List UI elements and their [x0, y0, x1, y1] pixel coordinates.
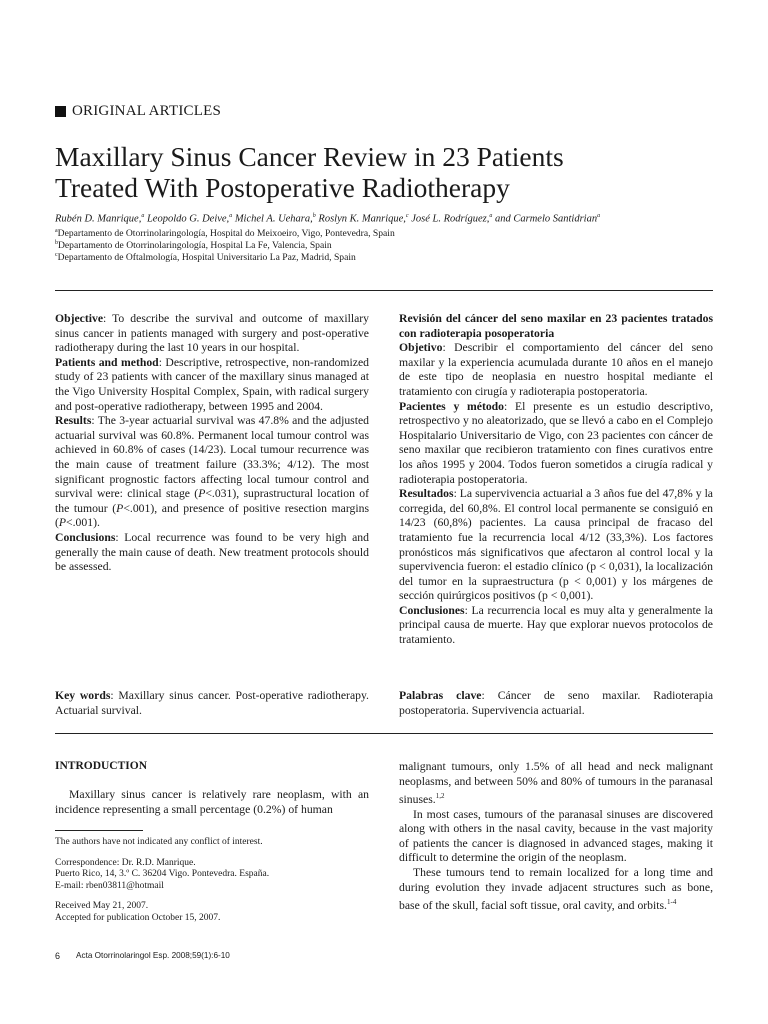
page-number: 6	[55, 951, 61, 961]
affil-mark: b	[55, 240, 58, 246]
article-title	[55, 141, 735, 203]
title-line-1: Maxillary Sinus Cancer Review in 23 Patients	[55, 141, 564, 172]
email: E-mail: rben03811@hotmail	[55, 880, 164, 891]
journal-citation: Acta Otorrinolaringol Esp. 2008;59(1):6-10	[76, 951, 230, 960]
affil-mark: a	[229, 213, 233, 219]
affil-mark: c	[55, 252, 58, 258]
text: : Descriptive, retrospective, non-randomized study of 23 patients with cancer of the maxillary sinus managed at the Vigo University Hospital Complex, Spain, with radical surgery and post-operative radiotherapy, between 1995 and 2004.	[55, 355, 369, 413]
intro-paragraph-3	[399, 866, 713, 914]
text: : Local recurrence was found to be very high and generally the main cause of death. New treatment protocols should be assessed.	[55, 530, 369, 574]
abstract-patients	[55, 356, 369, 414]
label: Palabras clave	[399, 689, 482, 702]
abstract-conclusions	[55, 531, 369, 575]
citation: 1,2	[435, 792, 445, 801]
text: : La supervivencia actuarial a 3 años fue del 47,8% y la corregida, del 60,8%. El control local permanente se consiguió en 14/23 (60,8%) pacientes. La causa principal de fracaso del tratamiento fue la recurrencia local 4/12 (33,3%). Los factores pronósticos más significativos que afectaron al control local y la supervivencia fueron: el estadio clínico (p < 0,031), la localización del tumor en la supraestructura (p < 0,001) y los márgenes de sección quirúrgicos positivos (p < 0,001).	[399, 487, 713, 603]
affil-mark: a	[55, 228, 58, 234]
accepted-date: Accepted for publication October 15, 2007.	[55, 912, 221, 923]
abstract-pacientes	[399, 400, 713, 488]
intro-paragraph-1: Maxillary sinus cancer is relatively rare neoplasm, with an incidence representing a small percentage (0.2%) of human	[55, 788, 369, 816]
text: : Maxillary sinus cancer. Post-operative radiotherapy. Actuarial survival.	[55, 689, 369, 717]
author: Rubén D. Manrique,	[55, 213, 142, 225]
p-symbol: P	[116, 501, 124, 515]
keywords-english	[55, 689, 369, 718]
divider-bottom	[55, 733, 713, 734]
abstract-results	[55, 414, 369, 531]
author: and Carmelo Santidrian	[495, 213, 598, 225]
affiliation-text: Departamento de Otorrinolaringología, Hospital do Meixoeiro, Vigo, Pontevedra, Spain	[57, 228, 395, 240]
author: José L. Rodríguez,	[411, 213, 490, 225]
affil-mark: a	[489, 213, 493, 219]
affil-mark: c	[405, 213, 409, 219]
label: Objetivo	[399, 341, 443, 355]
abstract-spanish	[399, 312, 713, 648]
label: Key words	[55, 689, 111, 702]
footnote-divider	[55, 830, 143, 831]
text: : Describir el comportamiento del cáncer del seno maxilar y la experiencia acumulada durante 10 años en el manejo de este tipo de neoplasia en nuestro hospital mediante el tratamiento con cirugía y radioterapia postoperatoria.	[399, 341, 713, 398]
affil-mark: a	[597, 213, 601, 219]
label: Resultados	[399, 487, 454, 501]
label: Results	[55, 414, 92, 428]
title-line-2: Treated With Postoperative Radiotherapy	[55, 172, 510, 203]
abstract-objective	[55, 312, 369, 356]
text: : La recurrencia local es muy alta y generalmente la principal causa de muerte. Hay que explorar nuevos protocolos de tratamiento.	[399, 603, 713, 647]
keywords-spanish	[399, 689, 713, 718]
text: <.001).	[66, 516, 100, 530]
received-date: Received May 21, 2007.	[55, 901, 149, 912]
text: <.001), and presence of positive resection margins (	[55, 501, 369, 530]
text: : To describe the survival and outcome of maxillary sinus cancer in patients managed with surgery and post-operative radiotherapy during the last 10 years in our hospital.	[55, 312, 369, 355]
section-label: ORIGINAL ARTICLES	[72, 103, 222, 119]
label: Patients and method	[55, 355, 159, 369]
author-list	[55, 213, 735, 225]
abstract-objetivo	[399, 341, 713, 399]
square-bullet-icon	[55, 106, 66, 117]
footnotes	[55, 837, 355, 925]
abstract-english	[55, 312, 369, 575]
section-heading	[55, 103, 221, 120]
address: Puerto Rico, 14, 3.º C. 36204 Vigo. Pontevedra. España.	[55, 869, 270, 880]
label: Objective	[55, 312, 104, 325]
page-footer	[55, 951, 230, 961]
correspondence: Correspondence: Dr. R.D. Manrique.	[55, 857, 196, 868]
intro-left-column	[55, 788, 369, 817]
label: Conclusions	[55, 530, 116, 544]
text: These tumours tend to remain localized for a long time and during evolution they invade adjacent structures such as bone, base of the skull, facial soft tissue, oral cavity, and orbits.	[399, 866, 713, 913]
author: Leopoldo G. Deive,	[146, 213, 230, 225]
conflict-note: The authors have not indicated any conflict of interest.	[55, 837, 263, 847]
intro-right-column	[399, 760, 713, 914]
affiliation-c	[55, 249, 735, 264]
author: Roslyn K. Manrique,	[318, 213, 406, 225]
intro-paragraph-1-continued	[399, 760, 713, 808]
affiliation-text: Departamento de Otorrinolaringología, Hospital La Fe, Valencia, Spain	[58, 240, 332, 252]
abstract-conclusiones	[399, 604, 713, 648]
affil-mark: b	[312, 213, 316, 219]
spanish-title: Revisión del cáncer del seno maxilar en 23 pacientes tratados con radioterapia posoperatoria	[399, 312, 713, 340]
p-symbol: P	[198, 487, 206, 501]
author: Michel A. Uehara,	[234, 213, 313, 225]
citation: 1-4	[666, 898, 677, 907]
text: : Cáncer de seno maxilar. Radioterapia postoperatoria. Supervivencia actuarial.	[399, 689, 714, 717]
affil-mark: a	[141, 213, 145, 219]
text: malignant tumours, only 1.5% of all head and neck malignant neoplasms, and between 50% and 80% of tumours in the paranasal sinuses.	[399, 760, 713, 807]
text: : El presente es un estudio descriptivo, retrospectivo y no aleatorizado, que se llevó a cabo en el Complejo Hospitalario Universitario de Vigo, con 23 pacientes con cáncer de seno maxilar que recibieron tratamiento con fines curativos entre los años 1995 y 2004. Todos fueron sometidos a cirugía radical y radioterapia postoperatoria.	[399, 399, 713, 486]
label: Pacientes y método	[399, 399, 505, 413]
intro-paragraph-2: In most cases, tumours of the paranasal sinuses are discovered along with others in the nasal cavity, because in the vast majority of patients the cancer is diagnosed in advanced stages, making it difficult to determine the origin of the neoplasm.	[399, 807, 713, 865]
label: Conclusiones	[399, 603, 465, 617]
introduction-heading: INTRODUCTION	[55, 760, 148, 772]
p-symbol: P	[58, 516, 67, 530]
text: : The 3-year actuarial survival was 47.8% and the adjusted actuarial survival was 60.8%. Permanent local tumour control was achieved in 60.8% of cases (14/23). Local tumour recurrence was the main cause of treatment failure (33.3%; 4/12). The most significant prognostic factors affecting local tumour control and survival were: clinical stage (	[55, 414, 369, 501]
divider-top	[55, 290, 713, 291]
text: <.031), suprastructural location of the tumour (	[55, 487, 369, 515]
abstract-resultados	[399, 487, 713, 604]
affiliation-text: Departamento de Oftalmología, Hospital Universitario La Paz, Madrid, Spain	[57, 252, 356, 264]
